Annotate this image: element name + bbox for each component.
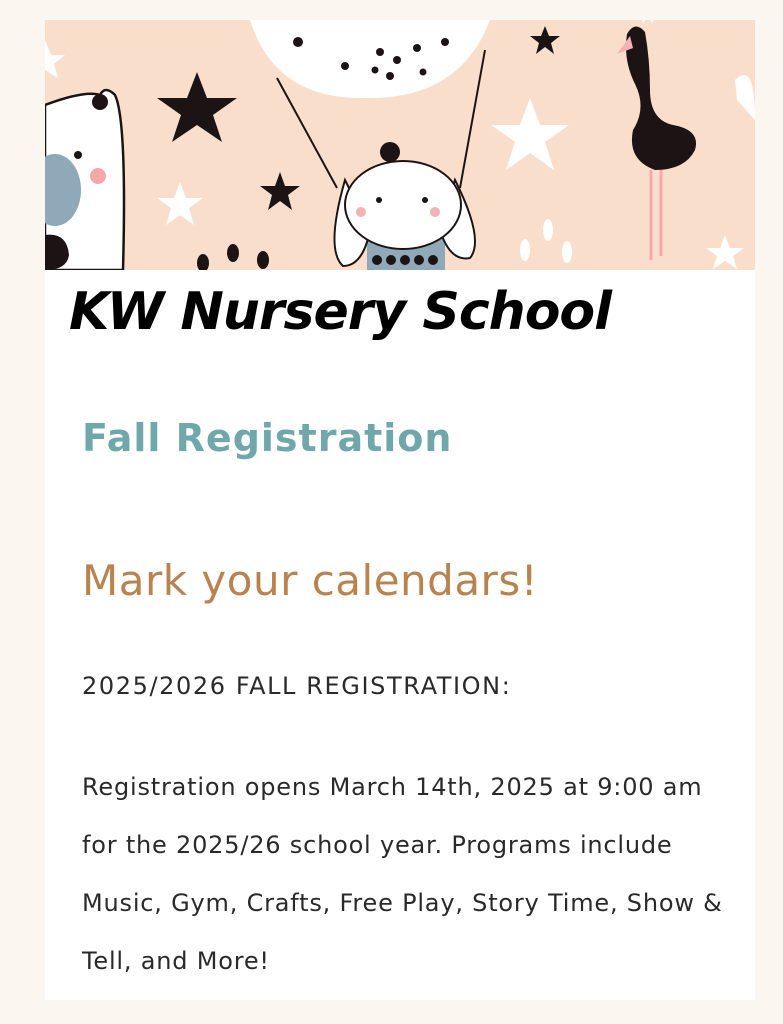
registration-details: Registration opens March 14th, 2025 at 9:00 am for the 2025/26 school year. Programs include Music, Gym, Crafts, Free Play, Story Time, Show & Tell, and More! [82, 773, 723, 975]
decorative-dots [197, 244, 269, 270]
decorative-cloud [735, 75, 755, 120]
decorative-drops [520, 219, 572, 263]
flamingo-icon [617, 20, 696, 260]
banner-illustration [45, 20, 755, 270]
bear-icon [45, 90, 124, 270]
headline: Mark your calendars! [82, 556, 539, 605]
school-name: KW Nursery School [69, 282, 611, 342]
illustration-banner [45, 20, 755, 270]
section-title: Fall Registration [82, 416, 453, 460]
registration-subheading: 2025/2026 FALL REGISTRATION: [82, 672, 512, 700]
bunny-icon [334, 142, 475, 266]
content-card [45, 20, 755, 1000]
